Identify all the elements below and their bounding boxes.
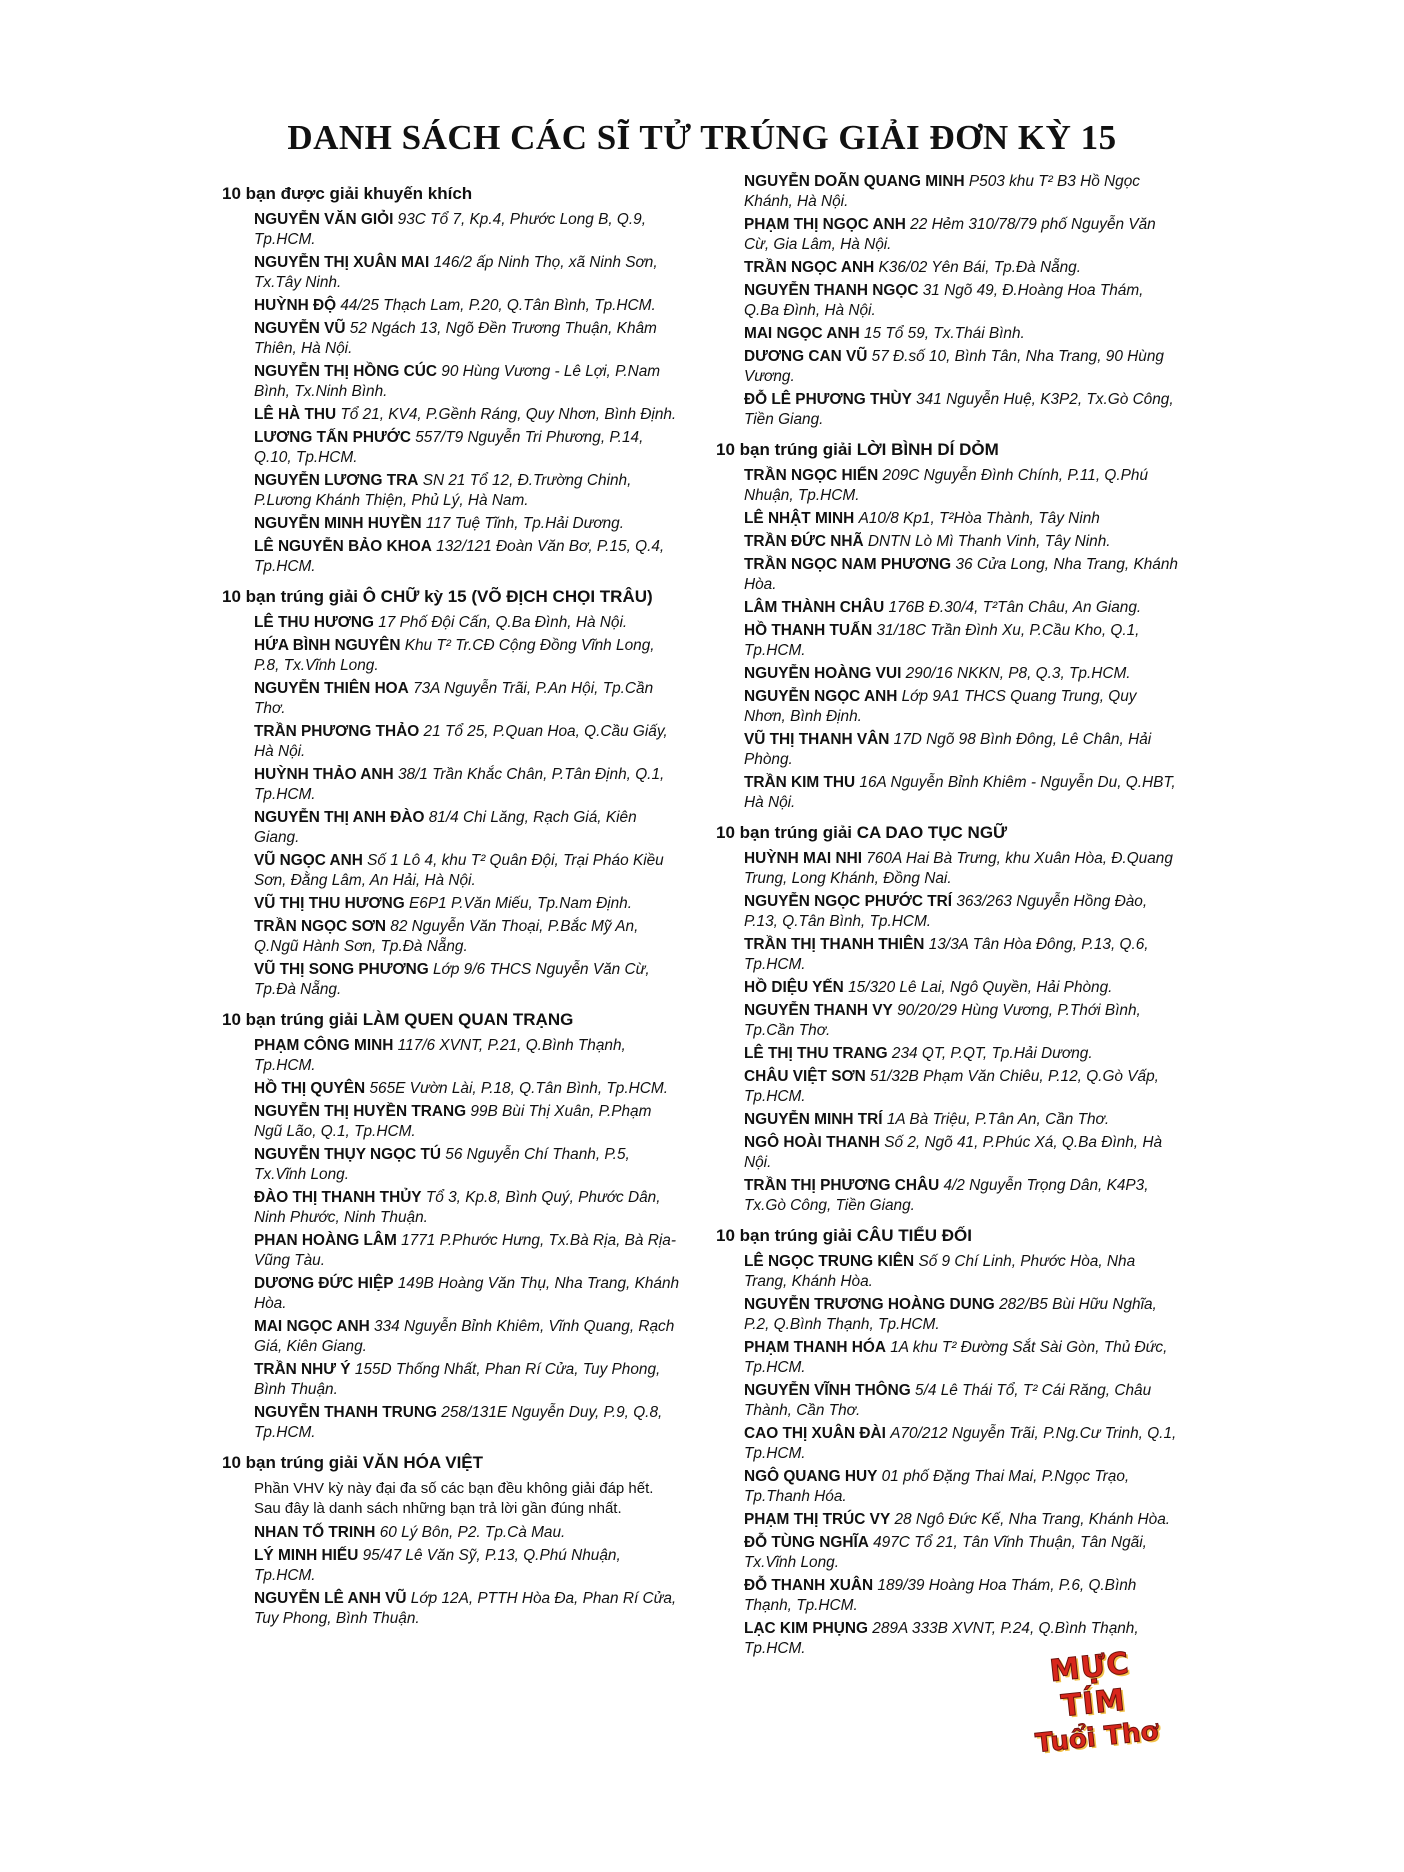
winner-address: 17 Phố Đội Cấn, Q.Ba Đình, Hà Nội. xyxy=(378,614,628,631)
winner-address: DNTN Lò Mì Thanh Vinh, Tây Ninh. xyxy=(867,533,1111,550)
section-heading: 10 bạn trúng giải LÀM QUEN QUAN TRẠNG xyxy=(222,1010,574,1029)
winner-entry xyxy=(254,851,682,891)
winner-entry xyxy=(744,664,1182,684)
winner-name: NGUYỄN THANH NGỌC xyxy=(744,282,919,299)
winner-entry xyxy=(254,894,682,914)
winner-address: Khu T² Tr.CĐ Cộng Đồng Vĩnh Long, P.8, Tx.Vĩnh Long. xyxy=(254,637,655,674)
winner-entry xyxy=(744,598,1182,618)
winner-address: K36/02 Yên Bái, Tp.Đà Nẵng. xyxy=(878,259,1082,276)
winner-name: LÊ NHẬT MINH xyxy=(744,510,855,527)
winner-name: NGUYỄN MINH TRÍ xyxy=(744,1111,883,1128)
winner-entry xyxy=(744,730,1182,770)
winner-entry xyxy=(744,258,1182,278)
winner-address: Lớp 9A1 THCS Quang Trung, Quy Nhơn, Bình Định. xyxy=(744,688,1137,725)
winner-entry xyxy=(254,679,682,719)
winner-name: LÊ THỊ THU TRANG xyxy=(744,1045,888,1062)
winner-name: TRẦN THỊ THANH THIÊN xyxy=(744,936,925,953)
winner-address: 363/263 Nguyễn Hồng Đào, P.13, Q.Tân Bình, Tp.HCM. xyxy=(744,893,1148,930)
winner-entry xyxy=(254,1102,682,1142)
winner-address: Lớp 9/6 THCS Nguyễn Văn Cừ, Tp.Đà Nẵng. xyxy=(254,961,650,998)
winner-address: 117 Tuệ Tĩnh, Tp.Hải Dương. xyxy=(425,515,625,532)
prize-section xyxy=(222,182,682,577)
winner-entry xyxy=(254,1188,682,1228)
winner-address: 28 Ngô Đức Kế, Nha Trang, Khánh Hòa. xyxy=(894,1511,1171,1528)
winner-name: LƯƠNG TẤN PHƯỚC xyxy=(254,429,411,446)
winner-entry xyxy=(254,428,682,468)
winner-entry xyxy=(744,555,1182,595)
winner-address: 82 Nguyễn Văn Thoại, P.Bắc Mỹ An, Q.Ngũ Hành Sơn, Tp.Đà Nẵng. xyxy=(254,918,639,955)
winner-name: TRẦN THỊ PHƯƠNG CHÂU xyxy=(744,1177,940,1194)
winner-name: PHẠM THỊ NGỌC ANH xyxy=(744,216,906,233)
winner-entry xyxy=(254,1274,682,1314)
winner-name: NGUYỄN THỤY NGỌC TÚ xyxy=(254,1146,441,1163)
winner-address: 1A Bà Triệu, P.Tân An, Cần Thơ. xyxy=(886,1111,1110,1128)
winner-entry xyxy=(744,773,1182,813)
winner-address: 155D Thống Nhất, Phan Rí Cửa, Tuy Phong, Bình Thuận. xyxy=(254,1361,661,1398)
winner-entry xyxy=(744,347,1182,387)
winner-address: 176B Đ.30/4, T²Tân Châu, An Giang. xyxy=(888,599,1142,616)
winner-address: 234 QT, P.QT, Tp.Hải Dương. xyxy=(891,1045,1093,1062)
winner-entry xyxy=(744,509,1182,529)
winner-name: HỒ DIỆU YẾN xyxy=(744,979,844,996)
prize-section xyxy=(222,585,682,1000)
winner-entry xyxy=(744,215,1182,255)
winner-address: 334 Nguyễn Bỉnh Khiêm, Vĩnh Quang, Rạch Giá, Kiên Giang. xyxy=(254,1318,675,1355)
winner-name: NGUYỄN LÊ ANH VŨ xyxy=(254,1590,407,1607)
winner-name: NGÔ QUANG HUY xyxy=(744,1468,878,1485)
winner-entry xyxy=(744,621,1182,661)
prize-section xyxy=(222,1451,682,1629)
winner-entry xyxy=(744,1338,1182,1378)
winner-name: HUỲNH MAI NHI xyxy=(744,850,862,867)
winner-address: SN 21 Tổ 12, Đ.Trường Chinh, P.Lương Khánh Thiện, Phủ Lý, Hà Nam. xyxy=(254,472,632,509)
winner-name: VŨ THỊ SONG PHƯƠNG xyxy=(254,961,429,978)
section-heading: 10 bạn trúng giải Ô CHỮ kỳ 15 (VÕ ĐỊCH CHỌI TRÂU) xyxy=(222,587,653,606)
winner-entry xyxy=(744,1533,1182,1573)
winner-address: Số 9 Chí Linh, Phước Hòa, Nha Trang, Khánh Hòa. xyxy=(744,1253,1136,1290)
winner-address: 282/B5 Bùi Hữu Nghĩa, P.2, Q.Bình Thạnh, Tp.HCM. xyxy=(744,1296,1157,1333)
winner-address: 4/2 Nguyễn Trọng Dân, K4P3, Tx.Gò Công, Tiền Giang. xyxy=(744,1177,1149,1214)
winner-name: LẠC KIM PHỤNG xyxy=(744,1620,868,1637)
winner-entry xyxy=(254,1317,682,1357)
winner-entry xyxy=(744,1424,1182,1464)
winner-name: VŨ NGỌC ANH xyxy=(254,852,363,869)
winner-entry xyxy=(744,532,1182,552)
winner-entry xyxy=(744,324,1182,344)
winner-entry xyxy=(254,319,682,359)
winner-name: DƯƠNG ĐỨC HIỆP xyxy=(254,1275,394,1292)
winner-address: 90/20/29 Hùng Vương, P.Thới Bình, Tp.Cần Thơ. xyxy=(744,1002,1141,1039)
winner-name: NGUYỄN VĨNH THÔNG xyxy=(744,1382,911,1399)
winner-entry xyxy=(744,466,1182,506)
winner-name: NGUYỄN NGỌC ANH xyxy=(744,688,898,705)
winner-name: NGUYỄN THỊ HỒNG CÚC xyxy=(254,363,437,380)
winner-entry xyxy=(254,471,682,511)
winner-address: Số 1 Lô 4, khu T² Quân Đội, Trại Pháo Kiều Sơn, Đằng Lâm, An Hải, Hà Nội. xyxy=(254,852,664,889)
winner-address: 15 Tổ 59, Tx.Thái Bình. xyxy=(864,325,1025,342)
winner-address: 44/25 Thạch Lam, P.20, Q.Tân Bình, Tp.HCM. xyxy=(340,297,656,314)
winner-entry xyxy=(254,1523,682,1543)
winner-address: 13/3A Tân Hòa Đông, P.13, Q.6, Tp.HCM. xyxy=(744,936,1149,973)
winner-address: 146/2 ấp Ninh Thọ, xã Ninh Sơn, Tx.Tây Ninh. xyxy=(254,254,658,291)
winner-name: LÊ THU HƯƠNG xyxy=(254,614,374,631)
winner-name: DƯƠNG CAN VŨ xyxy=(744,348,868,365)
winner-name: VŨ THỊ THANH VÂN xyxy=(744,731,890,748)
winner-name: TRẦN PHƯƠNG THẢO xyxy=(254,723,420,740)
winner-address: E6P1 P.Văn Miếu, Tp.Nam Định. xyxy=(409,895,633,912)
winner-address: 90 Hùng Vương - Lê Lợi, P.Nam Bình, Tx.Ninh Bình. xyxy=(254,363,661,400)
winner-address: 17D Ngõ 98 Bình Đông, Lê Chân, Hải Phòng. xyxy=(744,731,1152,768)
winner-name: NGUYỄN HOÀNG VUI xyxy=(744,665,902,682)
winner-address: 5/4 Lê Thái Tổ, T² Cái Răng, Châu Thành, Cần Thơ. xyxy=(744,1382,1152,1419)
winner-name: ĐỖ TÙNG NGHĨA xyxy=(744,1534,869,1551)
winner-name: NGUYỄN TRƯƠNG HOÀNG DUNG xyxy=(744,1296,995,1313)
winner-address: 22 Hẻm 310/78/79 phố Nguyễn Văn Cừ, Gia Lâm, Hà Nội. xyxy=(744,216,1156,253)
winner-entry xyxy=(254,514,682,534)
winner-address: 52 Ngách 13, Ngõ Đền Trương Thuận, Khâm Thiên, Hà Nội. xyxy=(254,320,657,357)
winner-name: LÊ HÀ THU xyxy=(254,406,337,423)
winner-address: 31 Ngõ 49, Đ.Hoàng Hoa Thám, Q.Ba Đình, Hà Nội. xyxy=(744,282,1144,319)
winner-address: 99B Bùi Thị Xuân, P.Phạm Ngũ Lão, Q.1, Tp.HCM. xyxy=(254,1103,652,1140)
winner-entry xyxy=(254,210,682,250)
winner-name: HỨA BÌNH NGUYÊN xyxy=(254,637,401,654)
winner-entry xyxy=(254,722,682,762)
winner-address: 760A Hai Bà Trưng, khu Xuân Hòa, Đ.Quang Trung, Long Khánh, Đồng Nai. xyxy=(744,850,1173,887)
winner-address: 01 phố Đặng Thai Mai, P.Ngọc Trạo, Tp.Thanh Hóa. xyxy=(744,1468,1130,1505)
winner-entry xyxy=(744,172,1182,212)
prize-section xyxy=(716,1224,1182,1659)
winner-name: CAO THỊ XUÂN ĐÀI xyxy=(744,1425,886,1442)
winner-name: MAI NGỌC ANH xyxy=(254,1318,370,1335)
winner-name: TRẦN NGỌC SƠN xyxy=(254,918,386,935)
prize-section xyxy=(716,821,1182,1216)
winner-entry xyxy=(254,1231,682,1271)
winner-entry xyxy=(744,1176,1182,1216)
winner-entry xyxy=(744,935,1182,975)
section-heading: 10 bạn trúng giải CÂU TIỂU ĐỐI xyxy=(716,1226,972,1245)
winner-name: NGUYỄN THANH VY xyxy=(744,1002,893,1019)
winner-entry xyxy=(254,613,682,633)
winner-entry xyxy=(744,978,1182,998)
winner-name: PHẠM CÔNG MINH xyxy=(254,1037,394,1054)
winner-entry xyxy=(254,917,682,957)
winner-name: HUỲNH ĐỘ xyxy=(254,297,337,314)
winner-entry xyxy=(744,1381,1182,1421)
winner-address: 341 Nguyễn Huệ, K3P2, Tx.Gò Công, Tiền Giang. xyxy=(744,391,1174,428)
winner-address: 31/18C Trần Đình Xu, P.Cầu Kho, Q.1, Tp.HCM. xyxy=(744,622,1140,659)
winner-address: 16A Nguyễn Bỉnh Khiêm - Nguyễn Du, Q.HBT, Hà Nội. xyxy=(744,774,1176,811)
prize-section xyxy=(716,438,1182,813)
winner-name: TRẦN NGỌC HIỂN xyxy=(744,467,879,484)
section-intro: Phần VHV kỳ này đại đa số các bạn đều không giải đáp hết. Sau đây là danh sách những bạn trả lời gần đúng nhất. xyxy=(254,1480,654,1517)
winner-entry xyxy=(254,1360,682,1400)
winner-name: HỒ THỊ QUYÊN xyxy=(254,1080,366,1097)
winner-name: PHAN HOÀNG LÂM xyxy=(254,1232,397,1249)
winner-address: 15/320 Lê Lai, Ngô Quyền, Hải Phòng. xyxy=(848,979,1113,996)
winner-name: NGUYỄN VŨ xyxy=(254,320,346,337)
winner-name: NGUYỄN DOÃN QUANG MINH xyxy=(744,173,965,190)
winner-name: LÂM THÀNH CHÂU xyxy=(744,599,885,616)
left-column xyxy=(222,176,682,1637)
winner-address: 56 Nguyễn Chí Thanh, P.5, Tx.Vĩnh Long. xyxy=(254,1146,630,1183)
winner-name: TRẦN NGỌC ANH xyxy=(744,259,875,276)
winner-address: 565E Vườn Lài, P.18, Q.Tân Bình, Tp.HCM. xyxy=(369,1080,668,1097)
winner-name: NGUYỄN LƯƠNG TRA xyxy=(254,472,419,489)
section-heading: 10 bạn trúng giải VĂN HÓA VIỆT xyxy=(222,1453,484,1472)
winner-address: 557/T9 Nguyễn Tri Phương, P.14, Q.10, Tp.HCM. xyxy=(254,429,644,466)
page-title: DANH SÁCH CÁC SĨ TỬ TRÚNG GIẢI ĐƠN KỲ 15 xyxy=(287,118,1117,157)
winner-name: NGÔ HOÀI THANH xyxy=(744,1134,880,1151)
prize-section xyxy=(716,172,1182,430)
winner-name: LÊ NGUYỄN BẢO KHOA xyxy=(254,538,432,555)
section-heading: 10 bạn được giải khuyến khích xyxy=(222,184,473,203)
winner-entry xyxy=(254,1079,682,1099)
winner-entry xyxy=(744,1044,1182,1064)
winner-entry xyxy=(744,849,1182,889)
winner-name: NGUYỄN THỊ HUYỀN TRANG xyxy=(254,1103,467,1120)
winner-name: ĐỖ THANH XUÂN xyxy=(744,1577,874,1594)
winner-address: Số 2, Ngõ 41, P.Phúc Xá, Q.Ba Đình, Hà Nội. xyxy=(744,1134,1163,1171)
winner-address: Tổ 21, KV4, P.Gềnh Ráng, Quy Nhơn, Bình Định. xyxy=(340,406,677,423)
winner-entry xyxy=(744,1576,1182,1616)
winner-address: 21 Tổ 25, P.Quan Hoa, Q.Cầu Giấy, Hà Nội. xyxy=(254,723,668,760)
winner-name: TRẦN NGỌC NAM PHƯƠNG xyxy=(744,556,952,573)
winner-name: NGUYỄN THIÊN HOA xyxy=(254,680,409,697)
winner-entry xyxy=(744,1510,1182,1530)
winner-address: 117/6 XVNT, P.21, Q.Bình Thạnh, Tp.HCM. xyxy=(254,1037,626,1074)
winner-address: 36 Cửa Long, Nha Trang, Khánh Hòa. xyxy=(744,556,1178,593)
winner-entry xyxy=(254,1036,682,1076)
prize-section xyxy=(222,1008,682,1443)
winner-name: ĐỖ LÊ PHƯƠNG THÙY xyxy=(744,391,912,408)
winner-address: P503 khu T² B3 Hồ Ngọc Khánh, Hà Nội. xyxy=(744,173,1140,210)
winner-name: PHẠM THỊ TRÚC VY xyxy=(744,1511,891,1528)
winner-name: NGUYỄN THỊ XUÂN MAI xyxy=(254,254,430,271)
winner-entry xyxy=(744,1133,1182,1173)
winner-name: CHÂU VIỆT SƠN xyxy=(744,1068,866,1085)
winner-address: 38/1 Trần Khắc Chân, P.Tân Định, Q.1, Tp.HCM. xyxy=(254,766,665,803)
winner-entry xyxy=(254,636,682,676)
winner-address: 51/32B Phạm Văn Chiêu, P.12, Q.Gò Vấp, Tp.HCM. xyxy=(744,1068,1159,1105)
winner-address: 189/39 Hoàng Hoa Thám, P.6, Q.Bình Thạnh, Tp.HCM. xyxy=(744,1577,1137,1614)
logo-bottom-text: Tuổi Thơ xyxy=(1034,1716,1160,1760)
winner-entry xyxy=(254,362,682,402)
winner-name: TRẦN ĐỨC NHÃ xyxy=(744,533,864,550)
winner-entry xyxy=(254,765,682,805)
winner-entry xyxy=(744,1001,1182,1041)
winner-name: TRẦN NHƯ Ý xyxy=(254,1361,351,1378)
winner-address: 290/16 NKKN, P8, Q.3, Tp.HCM. xyxy=(905,665,1131,682)
section-heading: 10 bạn trúng giải LỜI BÌNH DÍ DỎM xyxy=(716,440,999,459)
winner-name: PHẠM THANH HÓA xyxy=(744,1339,886,1356)
winner-entry xyxy=(254,405,682,425)
winner-name: HUỲNH THẢO ANH xyxy=(254,766,394,783)
winner-address: 209C Nguyễn Đình Chính, P.11, Q.Phú Nhuận, Tp.HCM. xyxy=(744,467,1149,504)
winner-name: NGUYỄN THỊ ANH ĐÀO xyxy=(254,809,425,826)
winner-entry xyxy=(744,1110,1182,1130)
winner-address: Tổ 3, Kp.8, Bình Quý, Phước Dân, Ninh Phước, Ninh Thuận. xyxy=(254,1189,661,1226)
winner-address: 57 Đ.số 10, Bình Tân, Nha Trang, 90 Hùng Vương. xyxy=(744,348,1164,385)
winner-name: NHAN TỐ TRINH xyxy=(254,1524,376,1541)
winner-address: A70/212 Nguyễn Trãi, P.Ng.Cư Trinh, Q.1, Tp.HCM. xyxy=(744,1425,1177,1462)
winner-entry xyxy=(254,960,682,1000)
winner-entry xyxy=(254,253,682,293)
winner-address: 73A Nguyễn Trãi, P.An Hội, Tp.Cần Thơ. xyxy=(254,680,654,717)
winner-name: NGUYỄN MINH HUYỀN xyxy=(254,515,422,532)
winner-address: 60 Lý Bôn, P2. Tp.Cà Mau. xyxy=(379,1524,566,1541)
winner-entry xyxy=(254,808,682,848)
winner-address: 149B Hoàng Văn Thụ, Nha Trang, Khánh Hòa. xyxy=(254,1275,680,1312)
winner-address: 1771 P.Phước Hưng, Tx.Bà Rịa, Bà Rịa-Vũng Tàu. xyxy=(254,1232,676,1269)
winner-address: 95/47 Lê Văn Sỹ, P.13, Q.Phú Nhuận, Tp.HCM. xyxy=(254,1547,621,1584)
winner-name: VŨ THỊ THU HƯƠNG xyxy=(254,895,405,912)
publisher-logo xyxy=(1026,1644,1160,1760)
winner-name: MAI NGỌC ANH xyxy=(744,325,860,342)
winner-address: 258/131E Nguyễn Duy, P.9, Q.8, Tp.HCM. xyxy=(254,1404,663,1441)
winner-name: ĐÀO THỊ THANH THỦY xyxy=(254,1189,422,1206)
winner-address: 289A 333B XVNT, P.24, Q.Bình Thạnh, Tp.HCM. xyxy=(744,1620,1139,1657)
logo-top-text: MỰC TÍM xyxy=(1048,1646,1132,1725)
winner-address: 132/121 Đoàn Văn Bơ, P.15, Q.4, Tp.HCM. xyxy=(254,538,665,575)
winner-name: TRẦN KIM THU xyxy=(744,774,856,791)
winner-entry xyxy=(254,1546,682,1586)
right-column xyxy=(716,172,1182,1667)
winner-name: LÝ MINH HIẾU xyxy=(254,1547,359,1564)
winner-address: 81/4 Chi Lăng, Rạch Giá, Kiên Giang. xyxy=(254,809,637,846)
winner-name: NGUYỄN THANH TRUNG xyxy=(254,1404,437,1421)
winner-name: LÊ NGỌC TRUNG KIÊN xyxy=(744,1253,915,1270)
winner-entry xyxy=(254,537,682,577)
winner-entry xyxy=(744,1252,1182,1292)
winner-entry xyxy=(254,1403,682,1443)
winner-entry xyxy=(744,1067,1182,1107)
winner-entry xyxy=(744,687,1182,727)
winner-address: 497C Tổ 21, Tân Vĩnh Thuận, Tân Ngãi, Tx.Vĩnh Long. xyxy=(744,1534,1147,1571)
winner-entry xyxy=(744,892,1182,932)
winner-entry xyxy=(744,1295,1182,1335)
winner-address: A10/8 Kp1, T²Hòa Thành, Tây Ninh xyxy=(858,510,1100,527)
winner-address: Lớp 12A, PTTH Hòa Đa, Phan Rí Cửa, Tuy Phong, Bình Thuận. xyxy=(254,1590,677,1627)
winner-name: NGUYỄN VĂN GIỎI xyxy=(254,211,394,228)
winner-entry xyxy=(254,1589,682,1629)
winner-entry xyxy=(744,390,1182,430)
winner-entry xyxy=(744,1467,1182,1507)
winner-address: 93C Tổ 7, Kp.4, Phước Long B, Q.9, Tp.HCM. xyxy=(254,211,647,248)
section-heading: 10 bạn trúng giải CA DAO TỤC NGỮ xyxy=(716,823,1008,842)
winner-name: HỒ THANH TUẤN xyxy=(744,622,873,639)
winner-entry xyxy=(254,1145,682,1185)
winner-entry xyxy=(254,296,682,316)
winner-name: NGUYỄN NGỌC PHƯỚC TRÍ xyxy=(744,893,953,910)
winner-entry xyxy=(744,281,1182,321)
winner-address: 1A khu T² Đường Sắt Sài Gòn, Thủ Đức, Tp.HCM. xyxy=(744,1339,1168,1376)
